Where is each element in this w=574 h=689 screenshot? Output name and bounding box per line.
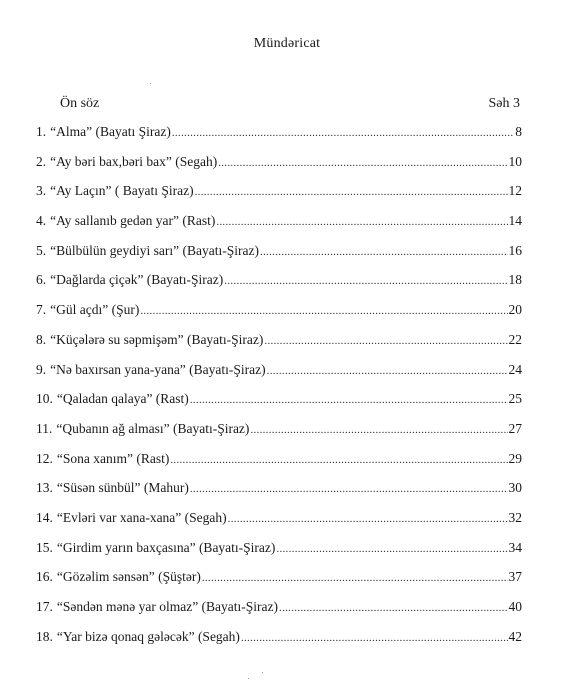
dot-leader: [267, 365, 508, 377]
entry-title: “Gözəlim sənsən” (Şüştər): [56, 569, 201, 585]
entry-title: “Gül açdı” (Şur): [50, 302, 140, 318]
entry-number: 6.: [36, 272, 47, 288]
toc-entry: [36, 124, 522, 154]
dot-leader: [190, 394, 508, 406]
toc-entry: [36, 154, 522, 184]
toc-entry: [36, 540, 522, 570]
entry-page-number: 32: [508, 509, 522, 525]
entry-title: “Yar bizə qonaq gələcək” (Segah): [56, 628, 240, 644]
entry-page-number: 29: [508, 450, 522, 466]
dot-leader: [170, 454, 507, 466]
entry-number: 9.: [36, 361, 47, 377]
entry-title: “Ay sallanıb gedən yar” (Rast): [50, 213, 216, 229]
entry-number: 15.: [36, 539, 53, 555]
preface-row: [60, 96, 520, 112]
dot-leader: [241, 632, 508, 644]
entry-page-number: 30: [508, 480, 522, 496]
dot-leader: [228, 513, 508, 525]
entry-title: “Sona xanım” (Rast): [56, 450, 170, 466]
entry-number: 16.: [36, 569, 53, 585]
toc-entry: [36, 183, 522, 213]
entry-title: “Ay Laçın” ( Bayatı Şiraz): [50, 183, 194, 199]
toc-entry: [36, 391, 522, 421]
entry-title: “Səndən mənə yar olmaz” (Bayatı-Şiraz): [56, 599, 279, 614]
entry-title: “Girdim yarın baxçasına” (Bayatı-Şiraz): [56, 539, 276, 555]
dot-leader: [216, 216, 507, 228]
scan-speck: [248, 678, 249, 679]
dot-leader: [260, 246, 508, 258]
toc-entry: [36, 569, 522, 599]
toc-entry: [36, 302, 522, 332]
entry-number: 1.: [36, 124, 47, 139]
toc-entry: [36, 451, 522, 481]
entry-title: “Alma” (Bayatı Şiraz): [50, 124, 171, 139]
toc-entry: [36, 213, 522, 243]
toc-entry: [36, 272, 522, 302]
entry-number: 4.: [36, 213, 47, 229]
entry-title: “Nə baxırsan yana-yana” (Bayatı-Şiraz): [50, 361, 266, 377]
entry-title: “Süsən sünbül” (Mahur): [56, 480, 189, 496]
toc-entry: [36, 243, 522, 273]
scan-speck: [262, 672, 263, 673]
entry-number: 3.: [36, 183, 47, 199]
entry-number: 10.: [36, 391, 53, 407]
dot-leader: [250, 424, 507, 436]
preface-label: Ön söz: [60, 96, 100, 111]
entry-page-number: 37: [508, 569, 522, 585]
dot-leader: [195, 186, 508, 198]
entry-number: 5.: [36, 242, 47, 258]
toc-entry: [36, 510, 522, 540]
entry-page-number: 20: [508, 302, 522, 318]
dot-leader: [218, 157, 507, 169]
preface-page: Səh 3: [488, 96, 520, 111]
entry-title: “Dağlarda çiçək” (Bayatı-Şiraz): [50, 272, 224, 288]
entry-title: “Evləri var xana-xana” (Segah): [56, 509, 227, 525]
table-of-contents: [36, 124, 522, 658]
entry-page-number: 8: [515, 124, 522, 139]
entry-number: 11.: [36, 420, 53, 436]
entry-page-number: 12: [508, 183, 522, 199]
toc-entry: [36, 629, 522, 659]
dot-leader: [172, 127, 514, 139]
dot-leader: [202, 572, 508, 584]
entry-page-number: 42: [508, 628, 522, 644]
dot-leader: [140, 305, 507, 317]
entry-title: “Ay bəri bax,bəri bax” (Segah): [50, 153, 218, 169]
dot-leader: [224, 275, 507, 287]
dot-leader: [279, 602, 507, 614]
page-title: Mündəricat: [253, 36, 321, 51]
entry-page-number: 40: [508, 599, 522, 614]
entry-page-number: 34: [508, 539, 522, 555]
entry-page-number: 14: [508, 213, 522, 229]
scan-speck: [150, 83, 151, 84]
dot-leader: [264, 335, 507, 347]
dot-leader: [190, 483, 508, 495]
dot-leader: [276, 543, 507, 555]
entry-page-number: 10: [508, 153, 522, 169]
entry-number: 2.: [36, 153, 47, 169]
entry-number: 12.: [36, 450, 53, 466]
entry-number: 14.: [36, 509, 53, 525]
entry-number: 13.: [36, 480, 53, 496]
toc-entry: [36, 421, 522, 451]
entry-page-number: 25: [508, 391, 522, 407]
entry-page-number: 18: [508, 272, 522, 288]
entry-number: 18.: [36, 628, 53, 644]
toc-entry: [36, 362, 522, 392]
toc-entry: [36, 599, 522, 629]
entry-title: “Küçələrə su səpmişəm” (Bayatı-Şiraz): [50, 331, 264, 347]
entry-number: 8.: [36, 331, 47, 347]
entry-number: 7.: [36, 302, 47, 318]
entry-number: 17.: [36, 599, 53, 614]
toc-entry: [36, 332, 522, 362]
entry-title: “Qubanın ağ alması” (Bayatı-Şiraz): [56, 420, 250, 436]
entry-page-number: 22: [508, 331, 522, 347]
entry-title: “Qaladan qalaya” (Rast): [56, 391, 189, 407]
entry-page-number: 16: [508, 242, 522, 258]
toc-entry: [36, 480, 522, 510]
entry-page-number: 24: [508, 361, 522, 377]
entry-page-number: 27: [508, 420, 522, 436]
entry-title: “Bülbülün geydiyi sarı” (Bayatı-Şiraz): [50, 242, 259, 258]
